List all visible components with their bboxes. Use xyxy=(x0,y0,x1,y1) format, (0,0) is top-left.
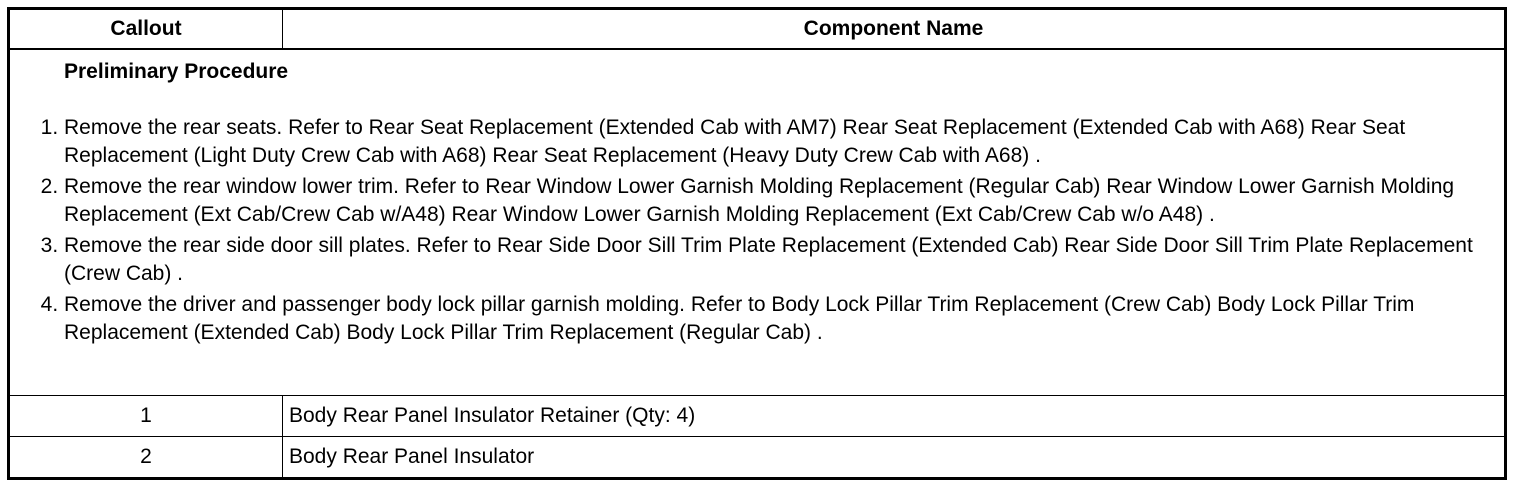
procedure-step: 2. Remove the rear window lower trim. Refer to Rear Window Lower Garnish Molding Replacement (Regular Cab) Rear Window Lower Garnish Molding Replacement (Ext Cab/Crew Cab w/A48) Rear Window Lower Garnish Molding Replacement (Ext Cab/Crew Cab w/o A48) . xyxy=(64,173,1490,229)
table-header-row xyxy=(10,10,1505,50)
procedure-step: 1. Remove the rear seats. Refer to Rear Seat Replacement (Extended Cab with AM7) Rear Seat Replacement (Extended Cab with A68) Rear Seat Replacement (Light Duty Crew Cab with A68) Rear Seat Replacement (Heavy Duty Crew Cab with A68) . xyxy=(64,114,1490,170)
preliminary-procedure-cell xyxy=(10,49,1505,396)
component-name-header: Component Name xyxy=(283,10,1505,50)
preliminary-procedure-row xyxy=(10,49,1505,396)
procedure-steps-list xyxy=(24,114,1490,347)
component-table xyxy=(9,9,1505,478)
callout-cell: 1 xyxy=(10,396,283,437)
procedure-step: 4. Remove the driver and passenger body lock pillar garnish molding. Refer to Body Lock Pillar Trim Replacement (Crew Cab) Body Lock Pillar Trim Replacement (Extended Cab) Body Lock Pillar Trim Replacement (Regular Cab) . xyxy=(64,291,1490,347)
procedure-step: 3. Remove the rear side door sill plates. Refer to Rear Side Door Sill Trim Plate Replacement (Extended Cab) Rear Side Door Sill Trim Plate Replacement (Crew Cab) . xyxy=(64,232,1490,288)
table-row xyxy=(10,396,1505,437)
callout-header: Callout xyxy=(10,10,283,50)
component-name-cell: Body Rear Panel Insulator Retainer (Qty: 4) xyxy=(283,396,1505,437)
preliminary-procedure-title: Preliminary Procedure xyxy=(64,60,289,83)
component-table-frame xyxy=(7,7,1507,480)
callout-cell: 2 xyxy=(10,437,283,478)
component-name-cell: Body Rear Panel Insulator xyxy=(283,437,1505,478)
table-row xyxy=(10,437,1505,478)
